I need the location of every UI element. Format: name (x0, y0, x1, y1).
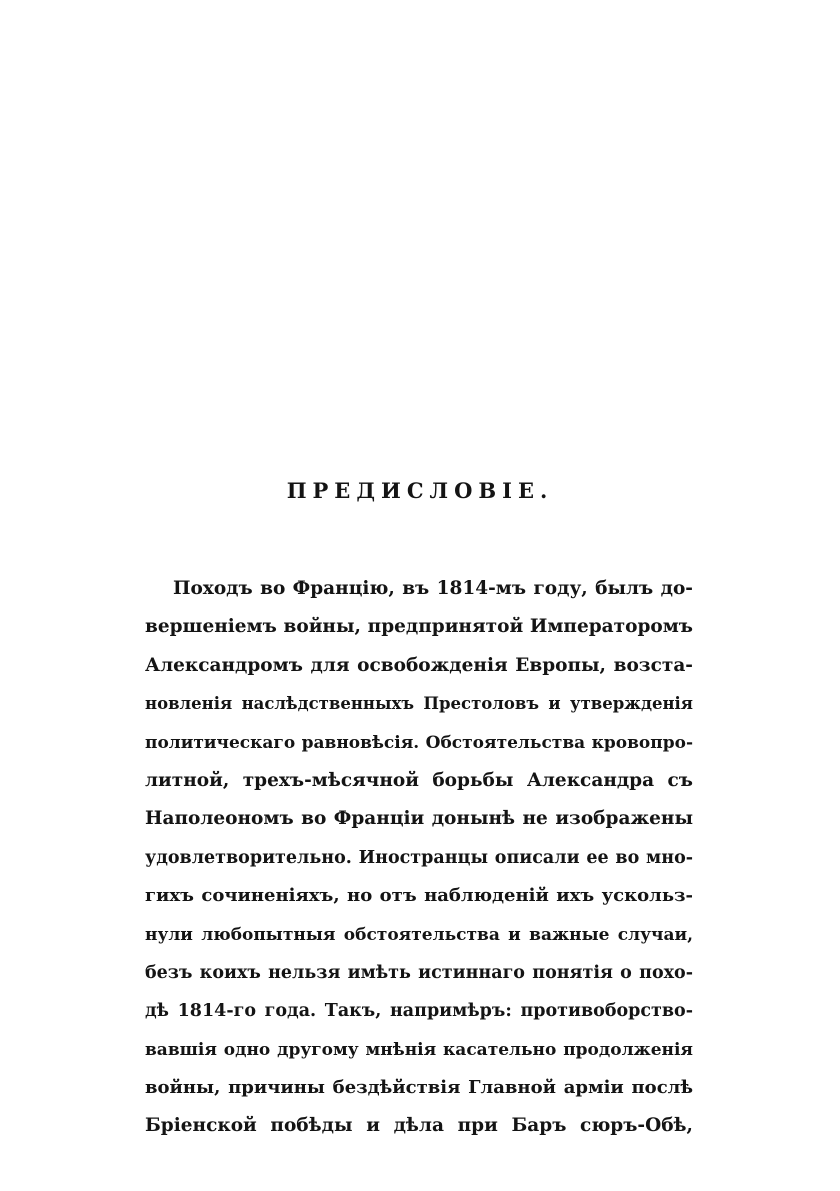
text-line: Александромъ для освобожденія Европы, возста- (145, 654, 693, 676)
preface-text (145, 570, 693, 1146)
page-heading: ПРЕДИСЛОВІЕ. (286, 478, 554, 503)
text-line: Наполеономъ во Франціи донынѣ не изображены (145, 808, 693, 830)
text-line: нули любопытныя обстоятельства и важные случаи, (145, 924, 693, 945)
text-line: удовлетворительно. Иностранцы описали ее во мно- (145, 847, 693, 868)
text-line: гихъ сочиненіяхъ, но отъ наблюденій ихъ ускольз- (145, 885, 693, 907)
text-line: Бріенской побѣды и дѣла при Баръ сюръ-Обѣ, (145, 1115, 693, 1137)
text-line: литной, трехъ-мѣсячной борьбы Александра съ (145, 769, 693, 791)
text-line: вершеніемъ войны, предпринятой Императоромъ (145, 616, 693, 638)
text-line: дѣ 1814-го года. Такъ, напримѣръ: противоборство- (145, 1001, 693, 1022)
text-line: безъ коихъ нельзя имѣть истиннаго понятія о похо- (145, 962, 693, 983)
text-line: новленія наслѣдственныхъ Престоловъ и утвержденія (145, 694, 693, 714)
text-line: вавшія одно другому мнѣнія касательно продолженія (145, 1039, 693, 1060)
text-line: войны, причины бездѣйствія Главной арміи послѣ (145, 1077, 693, 1099)
text-line: Походъ во Францію, въ 1814-мъ году, былъ до- (173, 578, 693, 599)
text-line: политическаго равновѣсія. Обстоятельства кровопро- (145, 732, 693, 753)
